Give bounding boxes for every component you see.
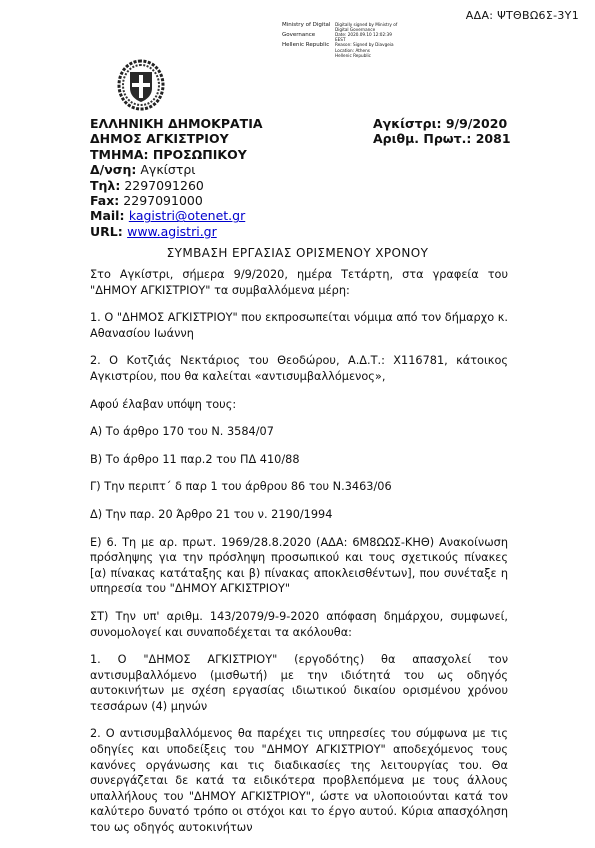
- paragraph: Α) Το άρθρο 170 του Ν. 3584/07: [90, 425, 274, 439]
- paragraph: Ε) 6. Τη με αρ. πρωτ. 1969/28.8.2020 (ΑΔΑ: 6Μ8ΩΩΣ-ΚΗΘ) Ανακοίνωση πρόσληψης για την πρόσληψη προσωπικού και τους σχετικούς πίνακες [α) πίνακας κατάταξης και β) πίνακας αποκλεισθέντων], που συνέταξε η υπηρεσία του "ΔΗΜΟΥ ΑΓΚΙΣΤΡΙΟΥ": [90, 535, 508, 596]
- phone-line: [90, 178, 263, 193]
- mail-link[interactable]: kagistri@otenet.gr: [128, 208, 246, 224]
- stamp-value: Digitally signed by Ministry of Digital Governance: [335, 22, 398, 32]
- paragraph: Γ) Την περιπτ΄ δ παρ 1 του άρθρου 86 του Ν.3463/06: [90, 480, 392, 494]
- url-line: [90, 224, 263, 239]
- stamp-value: Reason: Signed by Diavgeia: [335, 42, 394, 47]
- paragraph: Β) Το άρθρο 11 παρ.2 του ΠΔ 410/88: [90, 452, 300, 466]
- department-name: ΤΜΗΜΑ: ΠΡΟΣΩΠΙΚΟΥ: [90, 146, 247, 162]
- stamp-key: Ministry of Digital: [282, 22, 331, 28]
- stamp-extra: Hellenic Republic: [335, 53, 371, 59]
- sender-info: [90, 116, 263, 239]
- stamp-value: Date: 2020.09.10 12:02:39 EEST: [335, 32, 392, 42]
- mail-label: Mail:: [90, 208, 125, 224]
- fax-line: [90, 193, 263, 208]
- contract-body: [90, 267, 508, 848]
- paragraph: 2. Ο Κοτζιάς Νεκτάριος του Θεοδώρου, Α.Δ.Τ.: Χ116781, κάτοικος Αγκιστρίου, που θα καλείται «αντισυμβαλλόμενος»,: [90, 354, 508, 383]
- place-date: Αγκίστρι: 9/9/2020: [373, 116, 508, 131]
- paragraph: Δ) Την παρ. 20 Άρθρο 21 του ν. 2190/1994: [90, 507, 333, 521]
- address-label: Δ/νση:: [90, 162, 137, 178]
- stamp-row: [282, 32, 402, 42]
- paragraph: 1. Ο "ΔΗΜΟΣ ΑΓΚΙΣΤΡΙΟΥ" που εκπροσωπείται νόμιμα από τον δήμαρχο κ. Αθανασίου Ιωάννη: [90, 311, 508, 340]
- fax-label: Fax:: [90, 193, 120, 209]
- paragraph: 1. Ο "ΔΗΜΟΣ ΑΓΚΙΣΤΡΙΟΥ" (εργοδότης) θα απασχολεί τον αντισυμβαλλόμενο (μισθωτή) με την ιδιότητά του ως οδηγός αυτοκινήτων με σχέση εργασίας ιδιωτικού δικαίου ορισμένου χρόνου τεσσάρων (4) μηνών: [90, 653, 508, 713]
- stamp-key: Hellenic Republic: [282, 42, 330, 48]
- greek-emblem-icon: [114, 58, 168, 112]
- address-value: Αγκίστρι: [136, 162, 196, 178]
- document-title: ΣΥΜΒΑΣΗ ΕΡΓΑΣΙΑΣ ΟΡΙΣΜΕΝΟΥ ΧΡΟΝΟΥ: [166, 246, 429, 260]
- municipality-name: ΔΗΜΟΣ ΑΓΚΙΣΤΡΙΟΥ: [90, 131, 229, 147]
- phone-value: 2297091260: [120, 177, 204, 193]
- stamp-row: [282, 22, 402, 32]
- website-link[interactable]: www.agistri.gr: [127, 223, 217, 239]
- document-meta: [373, 116, 511, 147]
- stamp-row: [282, 53, 402, 58]
- protocol-number: Αριθμ. Πρωτ.: 2081: [373, 131, 511, 147]
- digital-signature-stamp: [282, 22, 402, 58]
- fax-value: 2297091000: [119, 193, 203, 209]
- paragraph: 2. Ο αντισυμβαλλόμενος θα παρέχει τις υπηρεσίες του σύμφωνα με τις οδηγίες και υποδείξεις του "ΔΗΜΟΥ ΑΓΚΙΣΤΡΙΟΥ" αποδεχόμενος τους κανόνες οργάνωσης και τις διαδικασίες της λειτουργίας του. Θα συνεργάζεται δε κατά τα ειδικότερα προβλεπόμενα με τους άλλους υπαλλήλους του "ΔΗΜΟΥ ΑΓΚΙΣΤΡΙΟΥ", ώστε να υλοποιούνται κατά τον καλύτερο δυνατό τρόπο οι στόχοι και το έργο αυτού. Κύρια απασχόληση του ως οδηγός αυτοκινήτων: [90, 727, 508, 835]
- phone-label: Τηλ:: [90, 177, 121, 193]
- address-line: [90, 162, 263, 177]
- paragraph: Στο Αγκίστρι, σήμερα 9/9/2020, ημέρα Τετάρτη, στα γραφεία του "ΔΗΜΟΥ ΑΓΚΙΣΤΡΙΟΥ" τα συμβαλλόμενα μέρη:: [90, 268, 508, 297]
- country-name: ΕΛΛΗΝΙΚΗ ΔΗΜΟΚΡΑΤΙΑ: [90, 116, 263, 131]
- url-label: URL:: [90, 223, 123, 239]
- mail-line: [90, 208, 263, 223]
- paragraph: ΣΤ) Την υπ' αριθμ. 143/2079/9-9-2020 απόφαση δημάρχου, συμφωνεί, συνομολογεί και συναποδέχεται τα ακόλουθα:: [90, 609, 508, 639]
- paragraph: Αφού έλαβαν υπόψη τους:: [90, 397, 237, 411]
- ada-code: ΑΔΑ: ΨΤΘΒΩ6Σ-3Υ1: [465, 9, 579, 22]
- stamp-key: Governance: [282, 32, 316, 38]
- stamp-extra: Location: Athens: [335, 48, 370, 54]
